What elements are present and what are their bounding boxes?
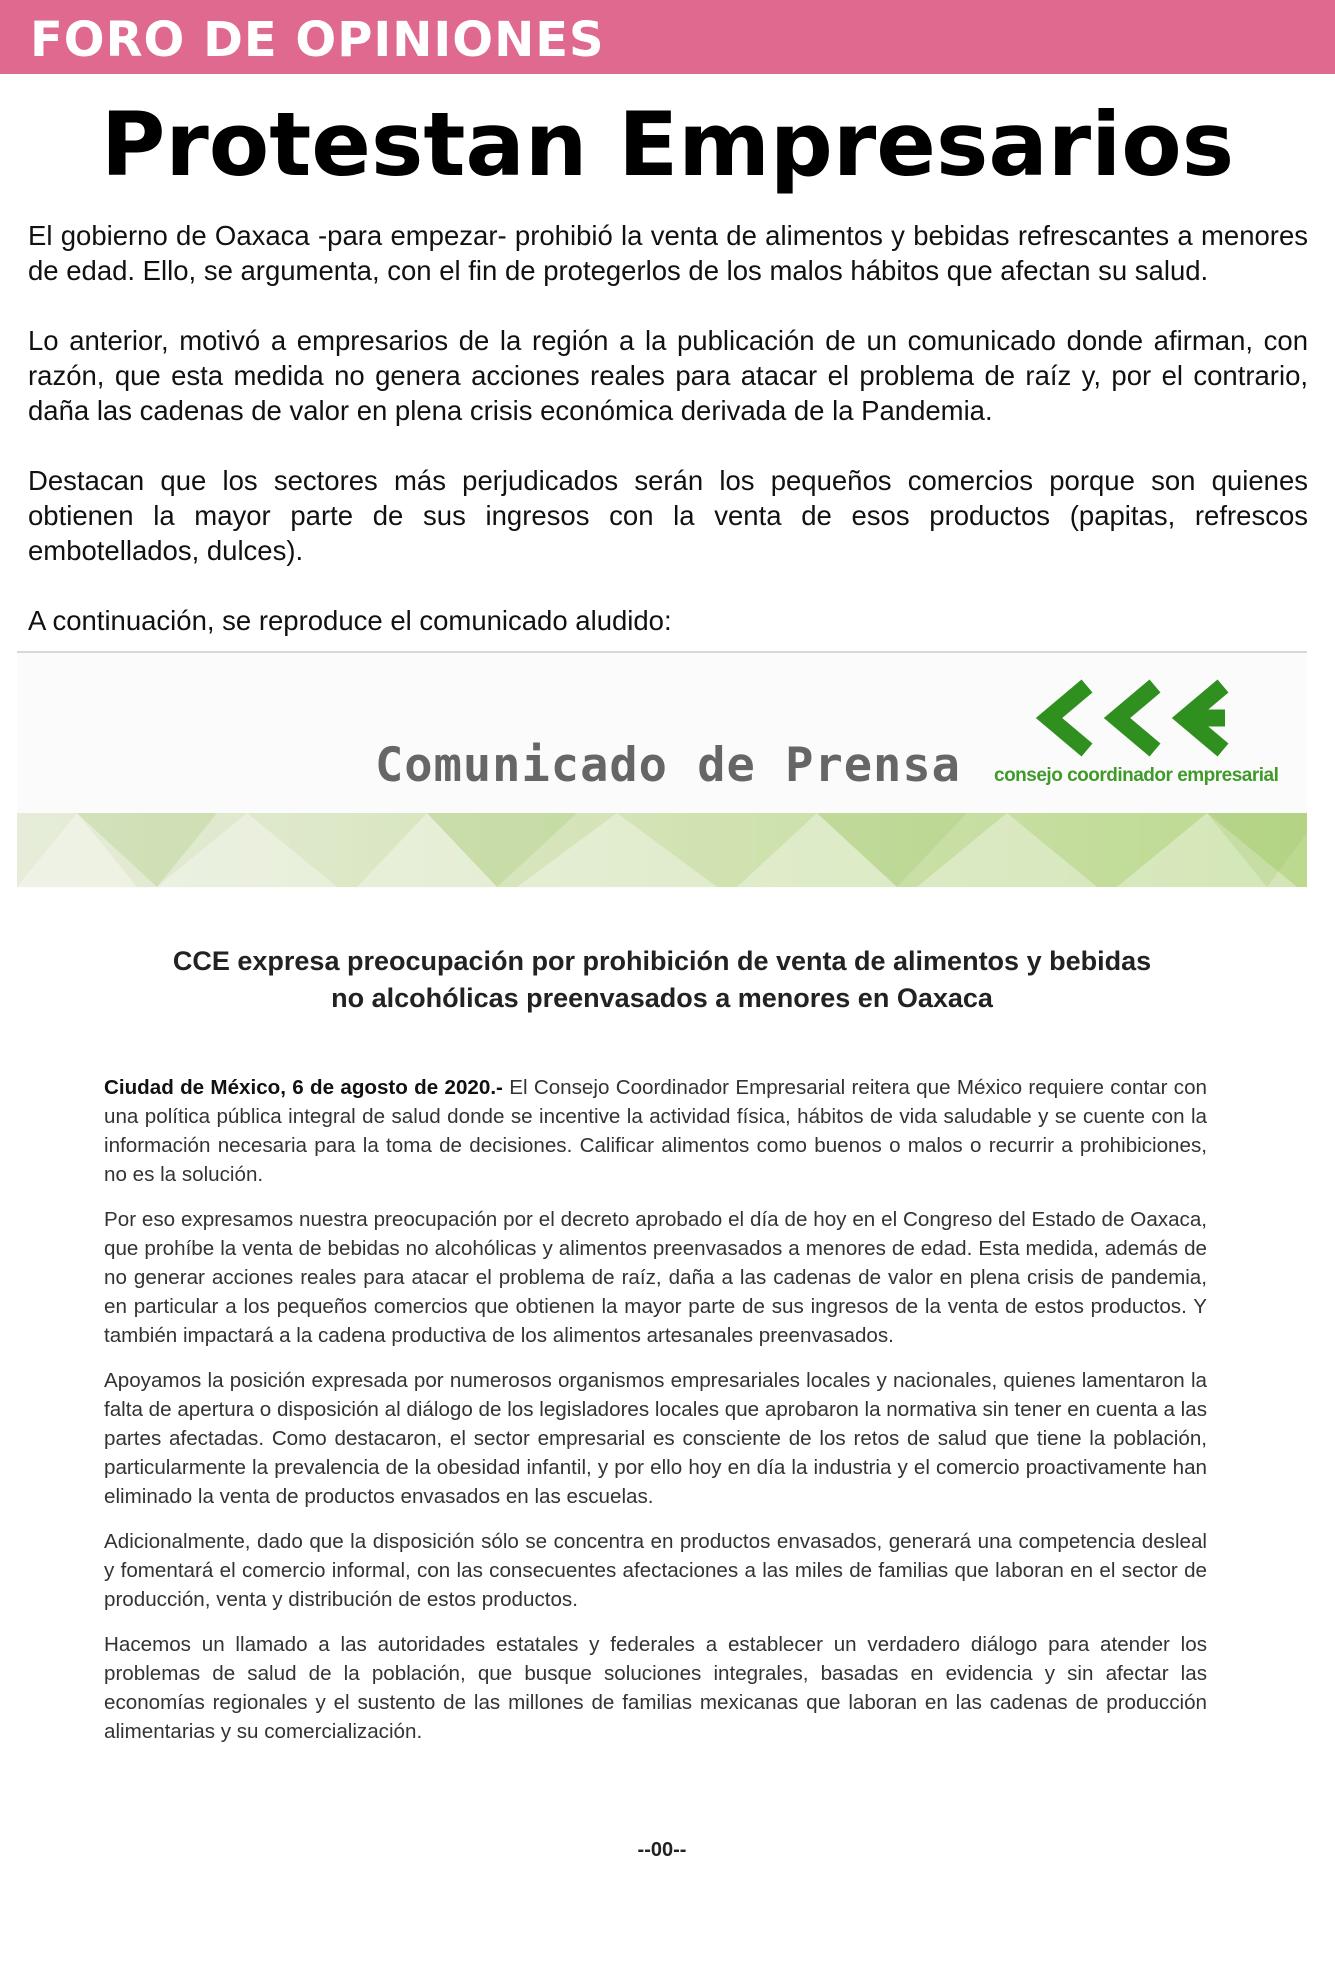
press-release-image — [17, 651, 1307, 1941]
title-line: CCE expresa preocupación por prohibición de venta de alimentos y bebidas — [172, 946, 1152, 976]
green-pattern-band — [17, 813, 1307, 887]
intro-paragraph: El gobierno de Oaxaca -para empezar- prohibió la venta de alimentos y bebidas refrescantes a menores de edad. Ello, se argumenta, con el fin de protegerlos de los malos hábitos que afectan su salud. — [28, 220, 1308, 286]
press-release-title — [17, 943, 1307, 1017]
section-label: FORO DE OPINIONES — [30, 12, 605, 68]
article-headline: Protestan Empresarios — [100, 93, 1235, 196]
press-paragraph: Hacemos un llamado a las autoridades estatales y federales a establecer un verdadero diálogo para atender los problemas de salud de la población, que busque soluciones integrales, basadas en evidencia y sin afectar las economías regionales y el sustento de las millones de familias mexicanas que laboran en las cadenas de producción alimentarias y su comercialización. — [104, 1633, 1207, 1743]
intro-paragraph: Lo anterior, motivó a empresarios de la región a la publicación de un comunicado donde afirman, con razón, que esta medida no genera acciones reales para atacar el problema de raíz y, por el contrario, daña las cadenas de valor en plena crisis económica derivada de la Pandemia. — [28, 325, 1308, 426]
dateline: Ciudad de México, 6 de agosto de 2020.- — [104, 1076, 503, 1099]
logo-subtitle: consejo coordinador empresarial — [994, 765, 1279, 786]
press-paragraph: Por eso expresamos nuestra preocupación por el decreto aprobado el día de hoy en el Congreso del Estado de Oaxaca, que prohíbe la venta de bebidas no alcohólicas y alimentos preenvasados a menores de edad. Esta medida, además de no generar acciones reales para atacar el problema de raíz, daña a las cadenas de valor en plena crisis de pandemia, en particular a los pequeños comercios que obtienen la mayor parte de sus ingresos de la venta de estos productos. Y también impactará a la cadena productiva de los alimentos artesanales preenvasados. — [104, 1208, 1207, 1347]
intro-paragraph: A continuación, se reproduce el comunicado aludido: — [28, 605, 672, 636]
press-paragraph: Apoyamos la posición expresada por numerosos organismos empresariales locales y nacionales, quienes lamentaron la falta de apertura o disposición al diálogo de los legisladores locales que aprobaron la normativa sin tener en cuenta a las partes afectadas. Como destacaron, el sector empresarial es consciente de los retos de salud que tiene la población, particularmente la prevalencia de la obesidad infantil, y por ello hoy en día la industria y el comercio proactivamente han eliminado la venta de productos envasados en las escuelas. — [104, 1369, 1207, 1508]
press-paragraph-text: El Consejo Coordinador Empresarial reitera que México requiere contar con una política pública integral de salud donde se incentive la actividad física, hábitos de vida saludable y se cuente con la información necesaria para la toma de decisiones. Calificar alimentos como buenos o malos o recurrir a prohibiciones, no es la solución. — [104, 1076, 1207, 1186]
article-intro — [28, 218, 1308, 673]
press-release-banner — [17, 651, 1307, 888]
end-mark: --00-- — [637, 1839, 687, 1861]
press-paragraph: Adicionalmente, dado que la disposición sólo se concentra en productos envasados, generará una competencia desleal y fomentará el comercio informal, con las consecuentes afectaciones a las miles de familias que laboran en el sector de producción, venta y distribución de estos productos. — [104, 1530, 1207, 1611]
press-paragraph — [104, 1073, 1207, 1189]
cce-logo-icon — [1027, 665, 1237, 758]
press-release-body — [104, 1073, 1207, 1762]
intro-paragraph: Destacan que los sectores más perjudicados serán los pequeños comercios porque son quienes obtienen la mayor parte de sus ingresos con la venta de esos productos (papitas, refrescos embotellados, dulces). — [28, 465, 1308, 566]
banner-title: Comunicado de Prensa — [375, 738, 961, 793]
title-line: no alcohólicas preenvasados a menores en Oaxaca — [331, 983, 993, 1013]
section-header-bar — [0, 0, 1335, 74]
logo-text: CCE — [1027, 665, 1061, 682]
